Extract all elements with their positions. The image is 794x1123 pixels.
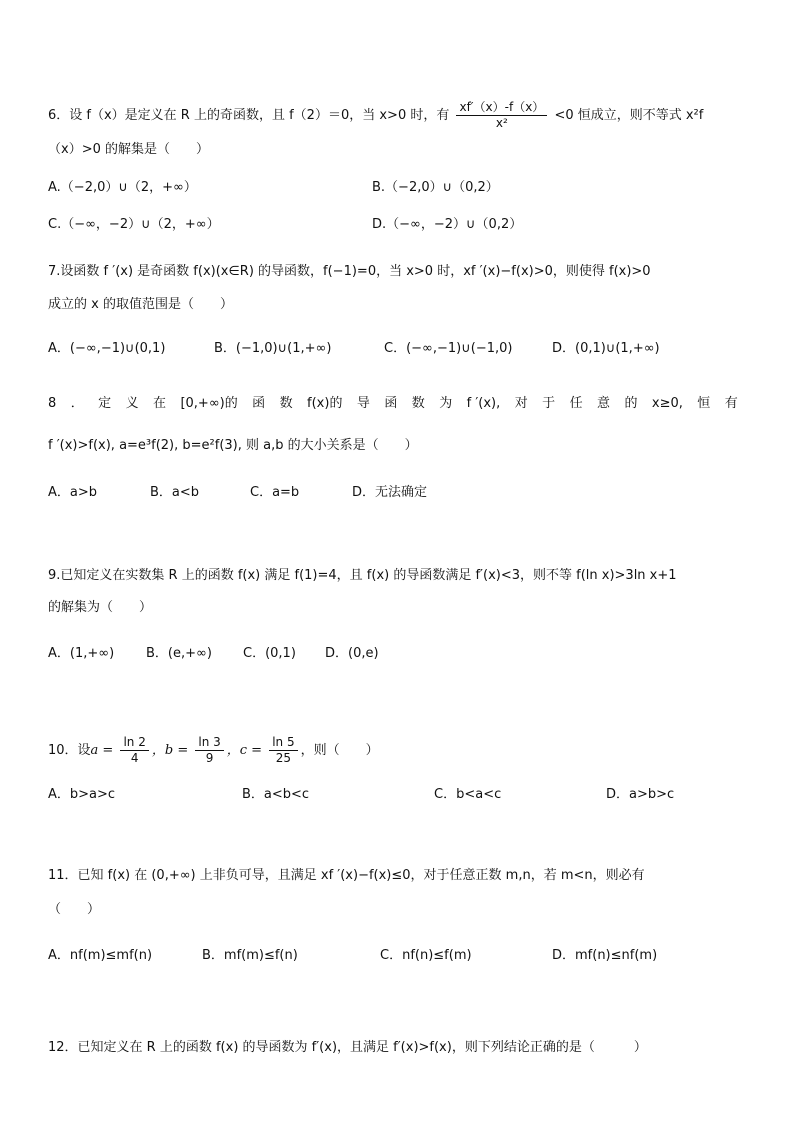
q9-option-a: A．(1,+∞) [48, 646, 115, 661]
q12-stem: 12．已知定义在 R 上的函数 f(x) 的导函数为 f′(x)，且满足 f′(x)>f(x)，则下列结论正确的是（ ） [48, 1040, 647, 1055]
q8-option-b: B．a<b [150, 485, 200, 500]
q9-stem-line2: 的解集为（ ） [48, 600, 153, 615]
q9-option-b: B．(e,+∞) [146, 646, 212, 661]
q7-stem-line1: 7.设函数 f ′(x) 是奇函数 f(x)(x∈R) 的导函数，f(−1)=0，当 x>0 时，xf ′(x)−f(x)>0，则使得 f(x)>0 [48, 264, 651, 279]
q6-option-d: D.（−∞，−2）∪（0,2） [372, 217, 523, 232]
q8-option-d: D．无法确定 [352, 485, 428, 500]
q11-stem-line2: （ ） [48, 902, 101, 917]
q9-stem-line1: 9.已知定义在实数集 R 上的函数 f(x) 满足 f(1)=4，且 f(x) 的导函数满足 f′(x)<3，则不等 f(ln x)>3ln x+1 [48, 568, 677, 583]
q11-stem-line1: 11．已知 f(x) 在 (0,+∞) 上非负可导，且满足 xf ′(x)−f(x)≤0，对于任意正数 m,n，若 m<n，则必有 [48, 868, 645, 883]
q11-option-b: B．mf(m)≤f(n) [202, 948, 298, 963]
q10-stem: 10．设a = $\frac{\ln 2}{4}$ ，b = $\frac{\ln 3}{9}$ ，c = $\frac{\ln 5}{25}$ ，则（ ） [48, 735, 379, 765]
q7-stem-line2: 成立的 x 的取值范围是（ ） [48, 297, 233, 312]
q10-fraction-b: $\frac{\ln 3}{9}$ [195, 735, 223, 766]
q11-option-d: D．mf(n)≤nf(m) [552, 948, 658, 963]
q10-option-b: B．a<b<c [242, 787, 310, 802]
q8-stem-line2: f ′(x)>f(x), a=e³f(2), b=e²f(3), 则 a,b 的大小关系是（ ） [48, 438, 418, 453]
q8-stem-line1: 8 ． 定 义 在 [0,+∞)的 函 数 f(x)的 导 函 数 为 f ′(x), 对 于 任 意 的 x≥0, 恒 有 [48, 396, 738, 411]
q6-fraction: $\frac{xf'(x)-f(x)}{\text{x²}}$ [456, 100, 547, 131]
q11-option-c: C．nf(n)≤f(m) [380, 948, 472, 963]
q9-option-c: C．(0,1) [243, 646, 296, 661]
q6-option-a: A.（−2,0）∪（2，+∞） [48, 180, 197, 195]
q11-option-a: A．nf(m)≤mf(n) [48, 948, 153, 963]
q10-option-c: C．b<a<c [434, 787, 502, 802]
q7-option-b: B．(−1,0)∪(1,+∞) [214, 341, 332, 356]
q7-option-a: A．(−∞,−1)∪(0,1) [48, 341, 166, 356]
q7-option-d: D．(0,1)∪(1,+∞) [552, 341, 660, 356]
q6-stem-line2: （x）>0 的解集是（ ） [48, 142, 209, 157]
q6-stem-line1: 6．设 f（x）是定义在 R 上的奇函数，且 f（2）＝0，当 x>0 时，有 $\frac{xf'(x)-f(x)}{\text{x²}}$ <0 恒成立，则不等式 x²f [48, 100, 704, 130]
q6-option-c: C.（−∞，−2）∪（2，+∞） [48, 217, 220, 232]
q7-option-c: C．(−∞,−1)∪(−1,0) [384, 341, 513, 356]
q8-option-c: C．a=b [250, 485, 300, 500]
q10-option-d: D．a>b>c [606, 787, 675, 802]
q8-option-a: A．a>b [48, 485, 98, 500]
q10-fraction-c: $\frac{\ln 5}{25}$ [269, 735, 297, 766]
q10-option-a: A．b>a>c [48, 787, 116, 802]
q9-option-d: D．(0,e) [325, 646, 379, 661]
q10-fraction-a: $\frac{\ln 2}{4}$ [120, 735, 148, 766]
q6-option-b: B.（−2,0）∪（0,2） [372, 180, 499, 195]
